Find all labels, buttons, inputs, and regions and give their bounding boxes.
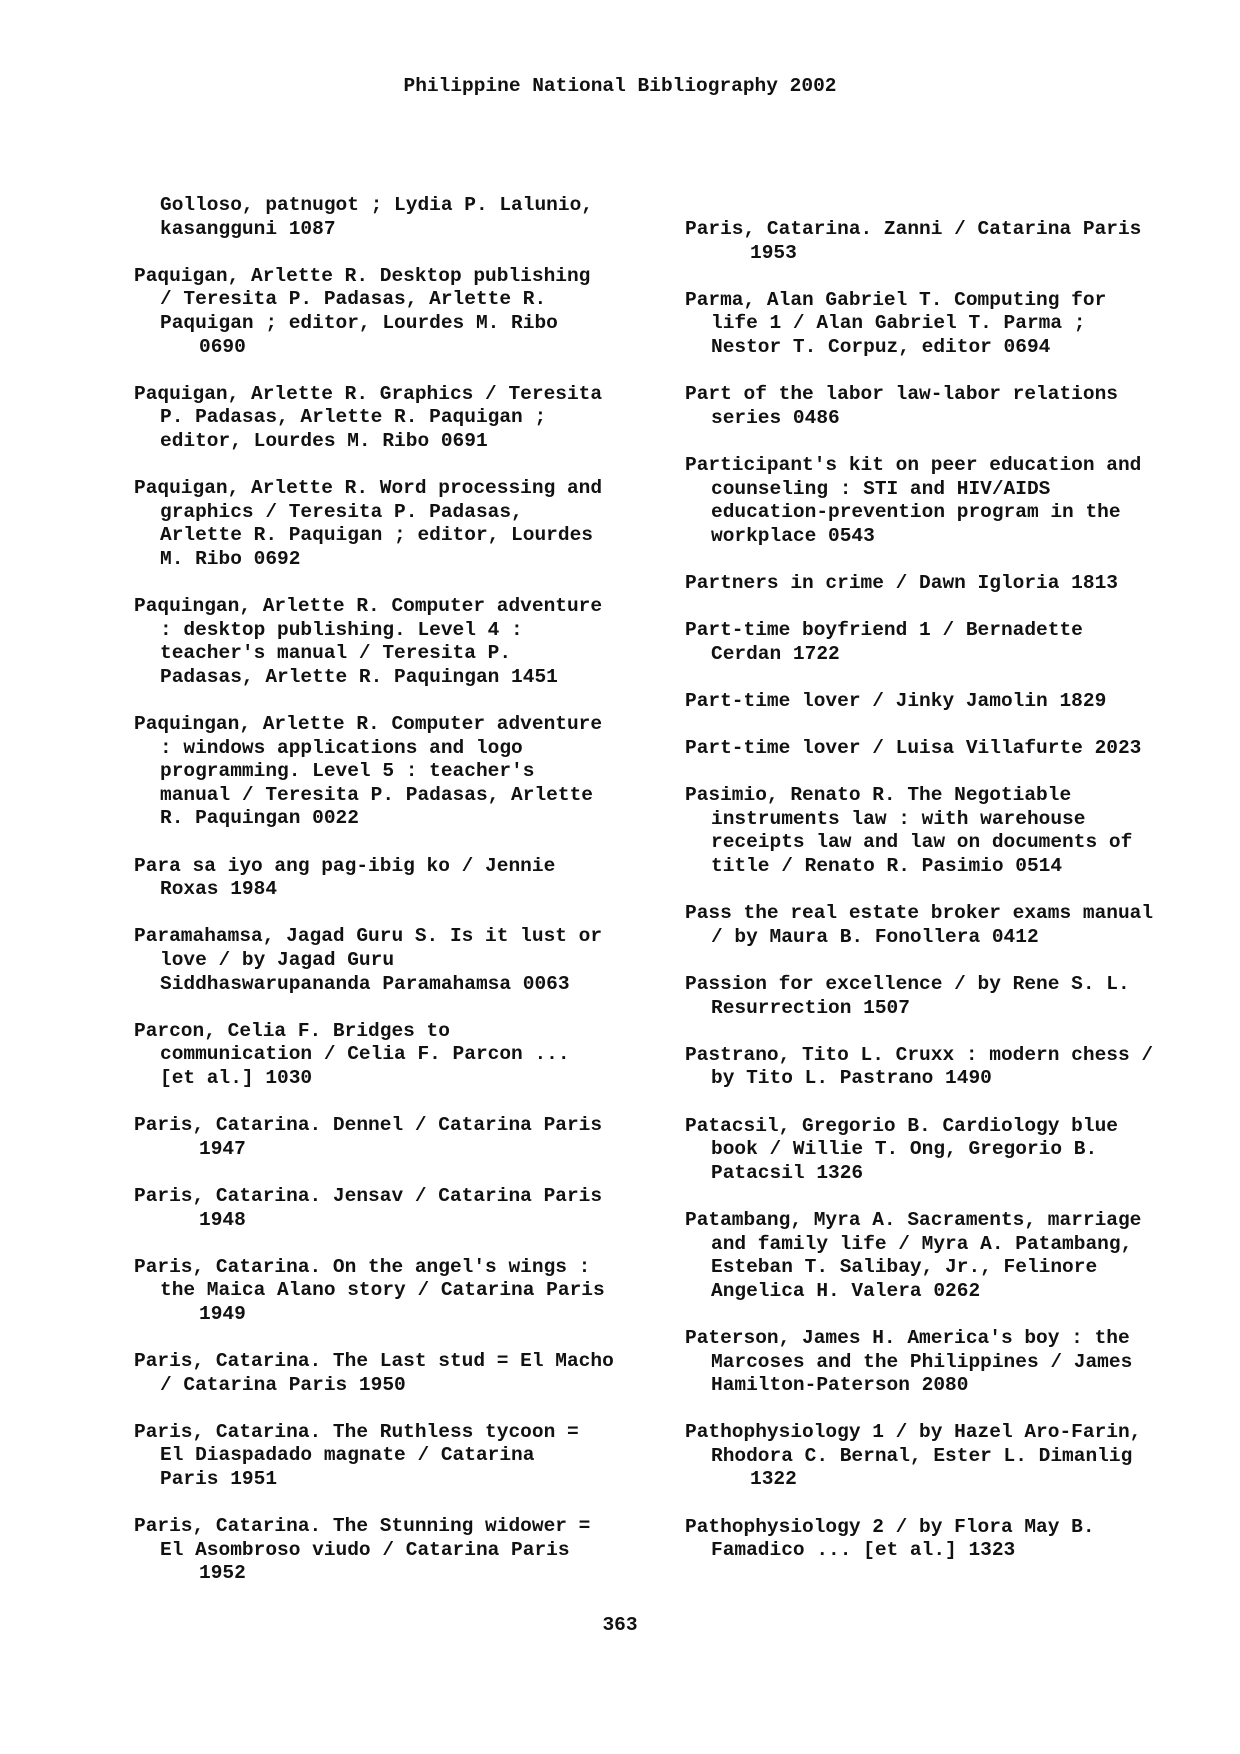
bibliography-entry	[685, 1327, 1205, 1398]
bibliography-entry	[685, 1115, 1205, 1186]
entry-line: the Maica Alano story / Catarina Paris	[160, 1279, 605, 1302]
bibliography-entry	[685, 737, 1205, 761]
entry-line: 1949	[199, 1302, 246, 1325]
entry-line: Rhodora C. Bernal, Ester L. Dimanlig	[711, 1444, 1133, 1467]
entry-line: Paquingan, Arlette R. Computer adventure	[134, 713, 603, 736]
bibliography-entry	[685, 1516, 1205, 1563]
entry-line: graphics / Teresita P. Padasas,	[160, 500, 523, 523]
entry-line: love / by Jagad Guru	[160, 949, 395, 971]
entry-line: editor, Lourdes M. Ribo 0691	[160, 429, 488, 452]
entry-line: P. Padasas, Arlette R. Paquigan ;	[160, 406, 547, 429]
bibliography-entry	[134, 1515, 674, 1586]
entry-line: education-prevention program in the	[711, 501, 1121, 524]
entry-line: Patacsil 1326	[711, 1161, 864, 1184]
entry-line: Part of the labor law-labor relations	[685, 383, 1118, 406]
entry-line: 1948	[199, 1208, 246, 1231]
entry-line: Patacsil, Gregorio B. Cardiology blue	[685, 1114, 1118, 1137]
entry-line: Patambang, Myra A. Sacraments, marriage	[685, 1208, 1142, 1231]
entry-line: programming. Level 5 : teacher's	[160, 760, 535, 783]
entry-line: Marcoses and the Philippines / James	[711, 1350, 1133, 1373]
entry-line: Paris, Catarina. The Last stud = El Macho	[134, 1350, 614, 1373]
entry-line: counseling : STI and HIV/AIDS	[711, 477, 1051, 500]
bibliography-entry	[134, 1350, 674, 1397]
bibliography-entry	[134, 1185, 674, 1232]
page-number: 363	[602, 1614, 638, 1636]
entry-line: Pathophysiology 2 / by Flora May B.	[685, 1515, 1095, 1538]
entry-line: by Tito L. Pastrano 1490	[711, 1067, 992, 1090]
entry-line: Paramahamsa, Jagad Guru S. Is it lust or	[134, 925, 603, 948]
entry-line: M. Ribo 0692	[160, 547, 301, 570]
entry-line: Paquigan ; editor, Lourdes M. Ribo	[160, 311, 558, 334]
entry-line: Cerdan 1722	[711, 642, 840, 665]
bibliography-entry	[134, 713, 674, 831]
entry-line: Golloso, patnugot ; Lydia P. Lalunio,	[160, 194, 593, 216]
entry-line: Para sa iyo ang pag-ibig ko / Jennie	[134, 854, 556, 877]
bibliography-entry	[685, 218, 1205, 265]
bibliography-entry	[685, 1209, 1205, 1303]
entry-line: life 1 / Alan Gabriel T. Parma ;	[711, 312, 1086, 335]
bibliography-entry	[134, 925, 674, 996]
entry-line: Paquingan, Arlette R. Computer adventure	[134, 595, 603, 618]
bibliography-entry	[685, 572, 1205, 596]
entry-line: : windows applications and logo	[160, 736, 523, 759]
bibliography-entry	[134, 1421, 674, 1492]
bibliography-entry	[134, 477, 674, 571]
bibliography-entry	[685, 902, 1205, 949]
entry-line: El Asombroso viudo / Catarina Paris	[160, 1538, 570, 1561]
entry-line: workplace 0543	[711, 524, 875, 547]
entry-line: 1322	[750, 1468, 797, 1491]
entry-line: Pass the real estate broker exams manual	[685, 902, 1154, 925]
entry-line: receipts law and law on documents of	[711, 831, 1133, 854]
bibliography-entry	[685, 289, 1205, 360]
entry-line: Pasimio, Renato R. The Negotiable	[685, 784, 1072, 807]
left-column	[134, 194, 674, 1610]
entry-line: Arlette R. Paquigan ; editor, Lourdes	[160, 524, 593, 547]
entry-line: Passion for excellence / by Rene S. L.	[685, 973, 1130, 995]
entry-line: Nestor T. Corpuz, editor 0694	[711, 335, 1051, 358]
entry-line: Paquigan, Arlette R. Word processing and	[134, 477, 603, 500]
entry-line: [et al.] 1030	[160, 1066, 313, 1089]
bibliography-entry	[134, 855, 674, 902]
entry-line: / Teresita P. Padasas, Arlette R.	[160, 288, 547, 311]
entry-line: Esteban T. Salibay, Jr., Felinore	[711, 1256, 1098, 1279]
entry-line: instruments law : with warehouse	[711, 807, 1086, 830]
entry-line: Paris, Catarina. The Stunning widower =	[134, 1515, 591, 1538]
entry-line: Paquigan, Arlette R. Desktop publishing	[134, 264, 591, 287]
entry-line: Paris, Catarina. Dennel / Catarina Paris	[134, 1114, 603, 1137]
entry-line: Pathophysiology 1 / by Hazel Aro-Farin,	[685, 1421, 1142, 1444]
entry-line: 1947	[199, 1137, 246, 1160]
entry-line: Paquigan, Arlette R. Graphics / Teresita	[134, 382, 603, 405]
bibliography-entry	[685, 454, 1205, 548]
entry-line: / Catarina Paris 1950	[160, 1373, 406, 1396]
bibliography-entry	[685, 1044, 1205, 1091]
entry-line: Siddhaswarupananda Paramahamsa 0063	[160, 972, 570, 995]
entry-line: El Diaspadado magnate / Catarina	[160, 1444, 535, 1467]
entry-line: R. Paquingan 0022	[160, 807, 359, 830]
entry-line: Angelica H. Valera 0262	[711, 1279, 981, 1302]
bibliography-entry	[134, 265, 674, 359]
entry-line: Famadico ... [et al.] 1323	[711, 1539, 1016, 1562]
entry-line: book / Willie T. Ong, Gregorio B.	[711, 1138, 1098, 1161]
entry-line: Paris, Catarina. Jensav / Catarina Paris	[134, 1184, 603, 1207]
running-head: Philippine National Bibliography 2002	[403, 75, 837, 97]
entry-line: Part-time boyfriend 1 / Bernadette	[685, 619, 1083, 642]
entry-line: Paris 1951	[160, 1468, 278, 1491]
entry-line: Pastrano, Tito L. Cruxx : modern chess /	[685, 1043, 1154, 1066]
bibliography-entry	[685, 383, 1205, 430]
bibliography-entry	[134, 1256, 674, 1327]
bibliography-entry	[134, 383, 674, 454]
entry-line: kasangguni 1087	[160, 217, 336, 240]
bibliography-entry	[685, 784, 1205, 878]
entry-line: Part-time lover / Luisa Villafurte 2023	[685, 737, 1142, 760]
entry-line: Partners in crime / Dawn Igloria 1813	[685, 571, 1118, 594]
entry-line: Part-time lover / Jinky Jamolin 1829	[685, 689, 1107, 712]
bibliography-entry	[134, 194, 674, 241]
entry-line: Roxas 1984	[160, 878, 278, 901]
entry-line: Padasas, Arlette R. Paquingan 1451	[160, 665, 558, 688]
entry-line: 1953	[750, 241, 797, 264]
entry-line: title / Renato R. Pasimio 0514	[711, 855, 1063, 878]
bibliography-entry	[685, 1421, 1205, 1492]
entry-line: / by Maura B. Fonollera 0412	[711, 925, 1039, 948]
entry-line: Paterson, James H. America's boy : the	[685, 1326, 1130, 1349]
entry-line: Hamilton-Paterson 2080	[711, 1374, 969, 1397]
entry-line: manual / Teresita P. Padasas, Arlette	[160, 783, 593, 806]
entry-line: Resurrection 1507	[711, 996, 910, 1019]
entry-line: : desktop publishing. Level 4 :	[160, 618, 523, 641]
entry-line: Paris, Catarina. The Ruthless tycoon =	[134, 1420, 579, 1443]
entry-line: communication / Celia F. Parcon ...	[160, 1043, 570, 1066]
bibliography-entry	[685, 690, 1205, 714]
entry-line: 1952	[199, 1562, 246, 1585]
entry-line: and family life / Myra A. Patambang,	[711, 1232, 1133, 1255]
bibliography-entry	[685, 619, 1205, 666]
entry-line: Parcon, Celia F. Bridges to	[134, 1019, 450, 1042]
right-column	[685, 218, 1205, 1586]
entry-line: series 0486	[711, 406, 840, 429]
entry-line: 0690	[199, 335, 246, 358]
entry-line: Paris, Catarina. On the angel's wings :	[134, 1255, 591, 1278]
bibliography-entry	[134, 595, 674, 689]
bibliography-entry	[134, 1114, 674, 1161]
entry-line: Participant's kit on peer education and	[685, 453, 1142, 476]
entry-line: Parma, Alan Gabriel T. Computing for	[685, 288, 1107, 311]
bibliography-entry	[134, 1020, 674, 1091]
bibliography-entry	[685, 973, 1205, 1020]
entry-line: Paris, Catarina. Zanni / Catarina Paris	[685, 218, 1142, 240]
entry-line: teacher's manual / Teresita P.	[160, 642, 512, 665]
